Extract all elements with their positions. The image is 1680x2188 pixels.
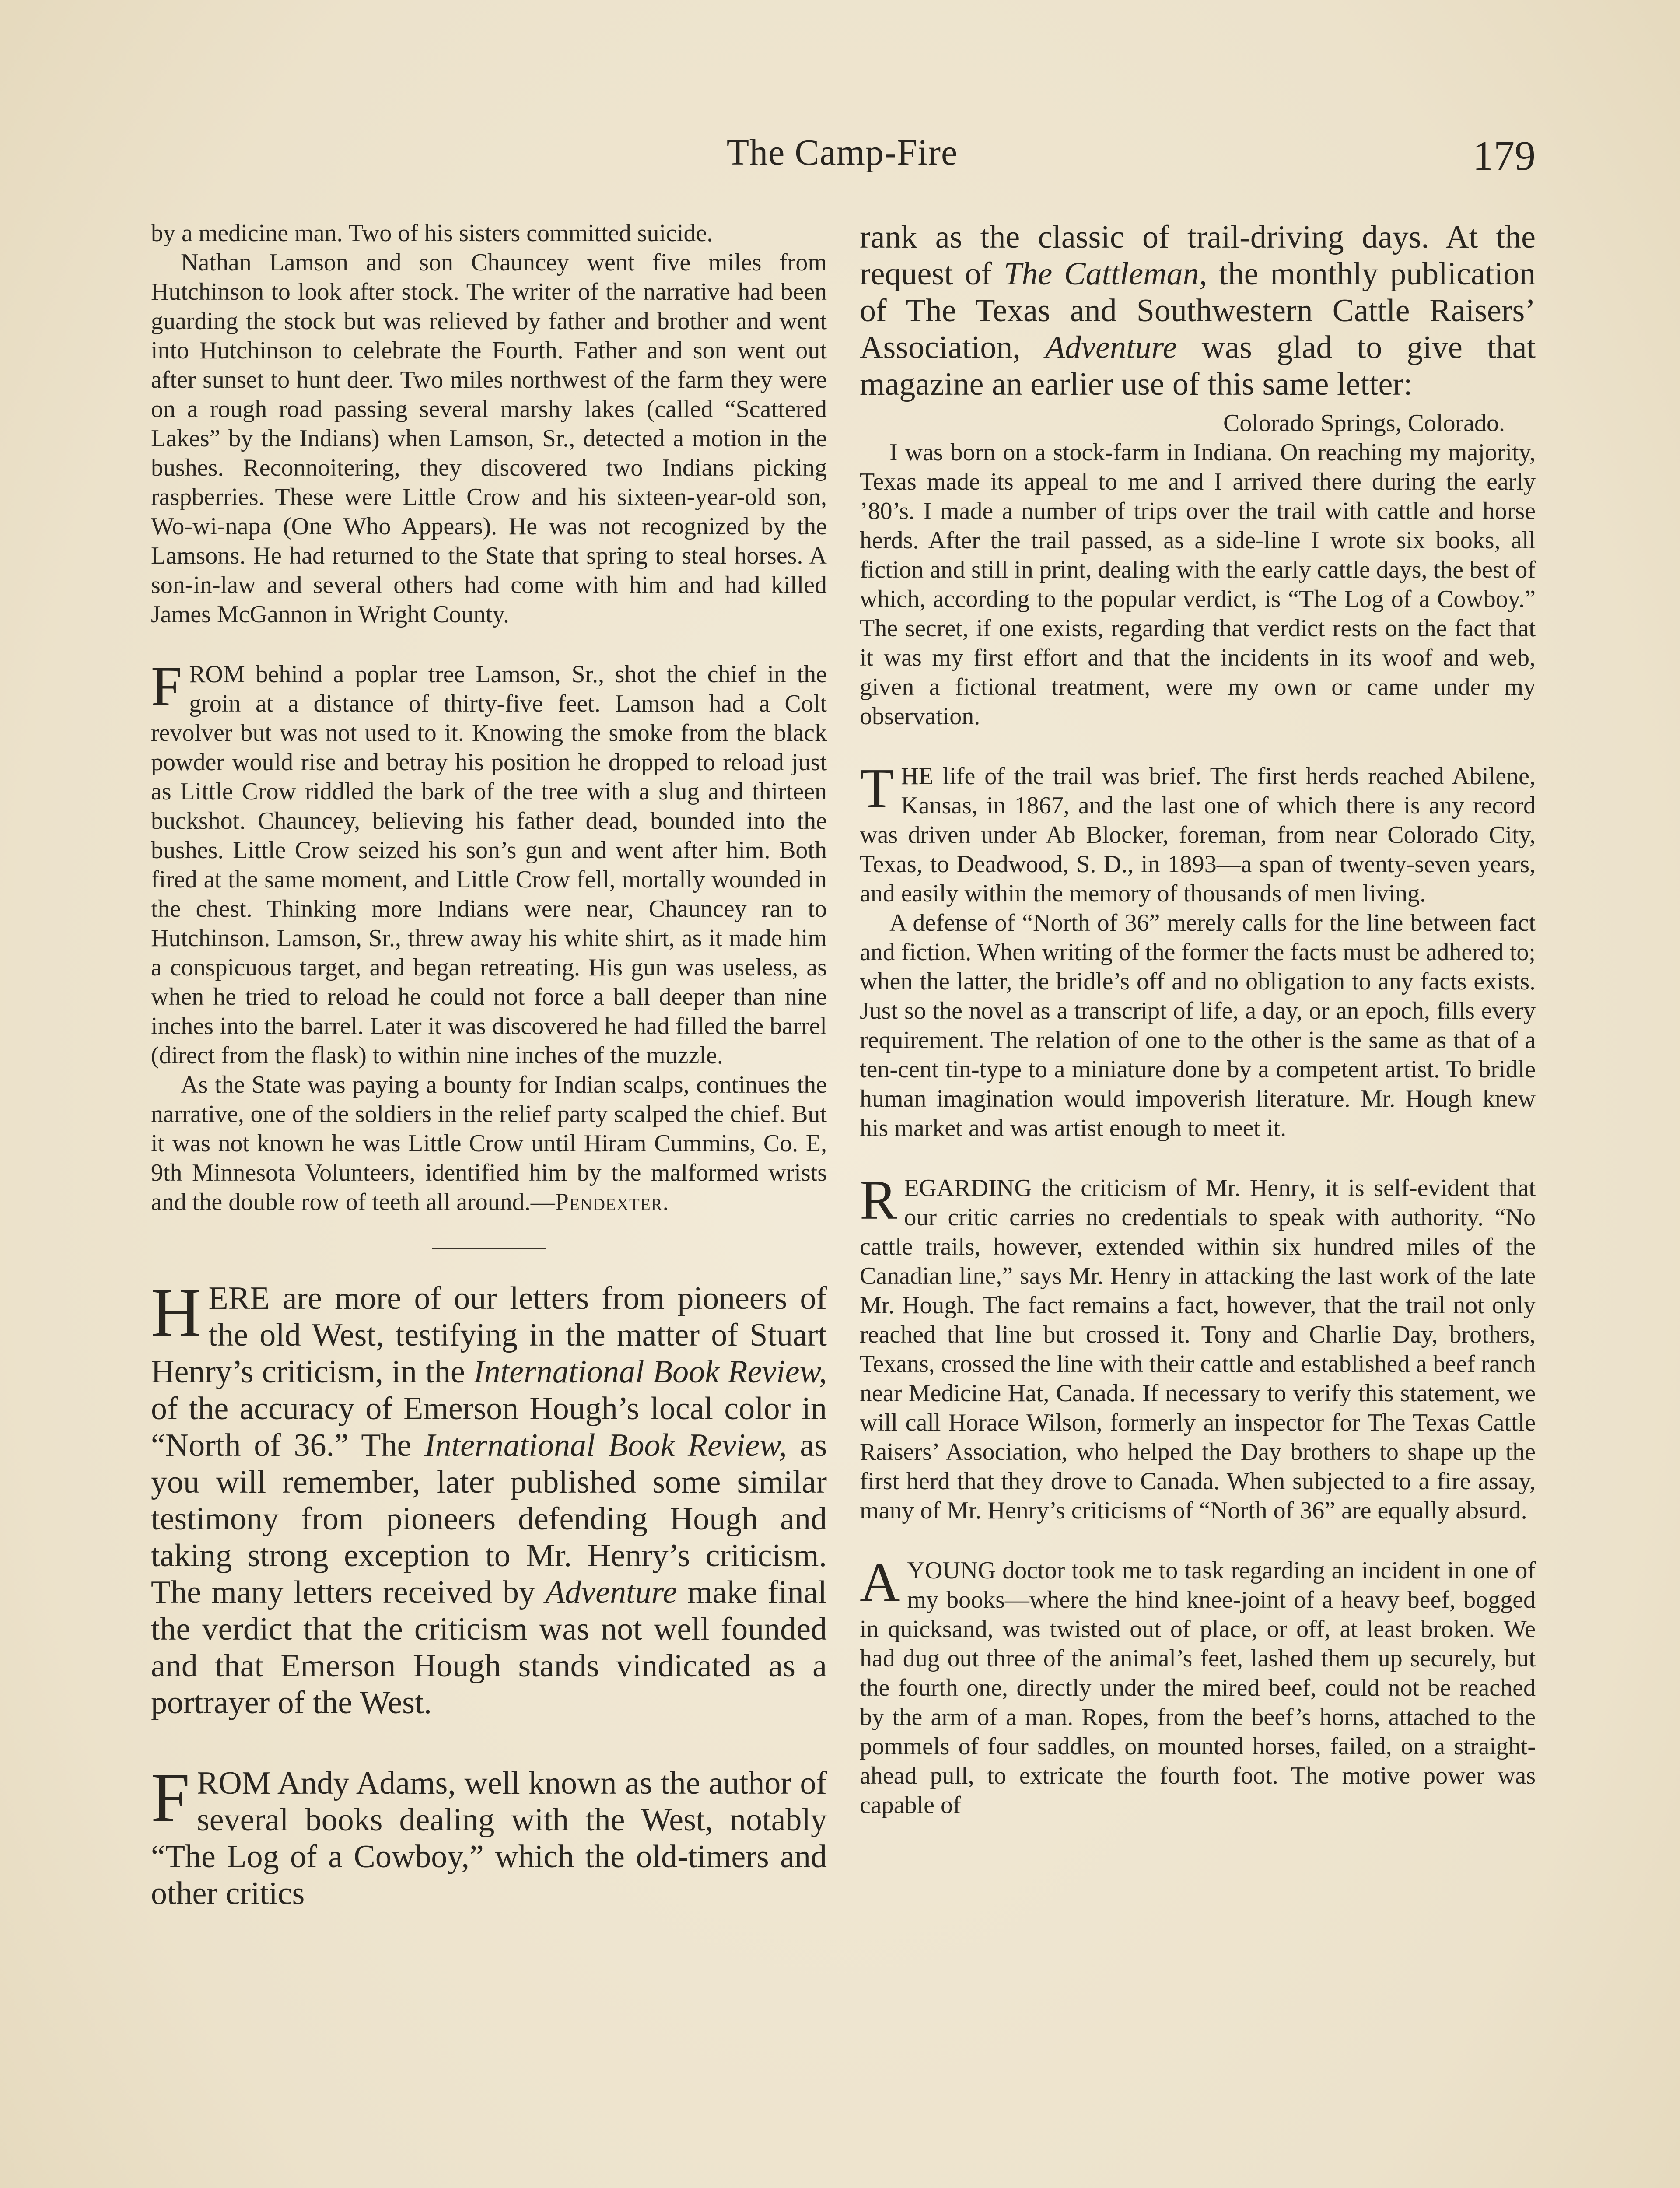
paragraph-text: ROM Andy Adams, well known as the author of several books dealing with the West, notably “The Log of a Cowboy,” which the old-timers and other critics (151, 1765, 827, 1911)
right-paragraph-4: A defense of “North of 36” merely calls for the line between fact and fiction. When writing of the former the facts must be adhered to; when the latter, the bridle’s off and no obligation to any facts exists. Just so the novel as a transcript of life, a day, or an epoch, fills every requirement. The relation of one to the other is the same as that of a ten-cent tin-type to a miniature done by a competent artist. To bridle human imagination would impoverish literature. Mr. Hough knew his market and was artist enough to meet it. (860, 909, 1536, 1142)
drop-cap: F (151, 1758, 190, 1836)
paragraph-text: make final the verdict that the criticism was not well founded and that Emerson Hough stands vindicated as a portrayer of the West. (151, 1574, 827, 1721)
paragraph-text: rank as the classic of trail-driving days. At the request of (860, 219, 1536, 292)
paragraph-text: HE life of the trail was brief. The first herds reached Abilene, Kansas, in 1867, and the last one of which there is any record was driven under Ab Blocker, foreman, from near Colorado City, Texas, to Deadwood, S. D., in 1893—a span of twenty-seven years, and easily within the memory of thousands of men living. (860, 763, 1536, 907)
paragraph-text: EGARDING the criticism of Mr. Henry, it is self-evident that our critic carries no credentials to speak with authority. “No cattle trails, however, extended within six hundred miles of the Canadian line,” says Mr. Henry in attacking the last work of the late Mr. Hough. The fact remains a fact, however, that the trail not only reached that line but crossed it. Tony and Charlie Day, brothers, Texans, crossed the line with their cattle and established a beef ranch near Medicine Hat, Canada. If necessary to verify this statement, we will call Horace Wilson, formerly an inspector for The Texas Cattle Raisers’ Association, who helped the Day brothers to shape up the first herd that they drove to Canada. When subjected to a fire assay, many of Mr. Henry’s criticisms of “North of 36” are equally absurd. (860, 1175, 1536, 1524)
drop-cap: H (151, 1273, 202, 1351)
author-signature: Pendexter. (555, 1189, 669, 1216)
letter-dateline: Colorado Springs, Colorado. (1223, 410, 1505, 437)
left-paragraph-6 (151, 1758, 827, 1912)
right-paragraph-3 (860, 757, 1536, 908)
publication-title: International Book Review, (424, 1427, 787, 1463)
left-paragraph-1: by a medicine man. Two of his sisters committed suicide. (151, 220, 713, 247)
right-paragraph-6 (860, 1551, 1536, 1820)
right-paragraph-5 (860, 1169, 1536, 1525)
drop-cap: T (860, 757, 894, 819)
page-number: 179 (1473, 132, 1536, 179)
drop-cap: F (151, 655, 182, 717)
publication-title: International Book Review, (473, 1354, 827, 1390)
publication-title: Adventure (545, 1574, 677, 1610)
left-paragraph-2: Nathan Lamson and son Chauncey went five miles from Hutchinson to look after stock. The writer of the narrative had been guarding the stock but was relieved by father and brother and went into Hutchinson to celebrate the Fourth. Father and son went out after sunset to hunt deer. Two miles northwest of the farm they were on a rough road passing several marshy lakes (called “Scattered Lakes” by the Indians) when Lamson, Sr., detected a motion in the bushes. Reconnoitering, they discovered two Indians picking raspberries. These were Little Crow and his sixteen-year-old son, Wo-wi-napa (One Who Appears). He was not recognized by the Lamsons. He had returned to the State that spring to steal horses. A son-in-law and several others had come with him and had killed James McGannon in Wright County. (151, 249, 827, 628)
paragraph-text: YOUNG doctor took me to task regarding an incident in one of my books—where the hind knee-joint of a heavy beef, bogged in quicksand, was twisted out of place, or off, at least broken. We had dug out three of the animal’s feet, lashed them up securely, but the fourth one, directly under the mired beef, could not be reached by the arm of a man. Ropes, from the beef’s horns, attached to the pommels of four saddles, on mounted horses, failed, on a straight-ahead pull, to extricate the fourth foot. The motive power was capable of (860, 1557, 1536, 1819)
running-head (149, 131, 1536, 193)
paragraph-text: ROM behind a poplar tree Lamson, Sr., shot the chief in the groin at a distance of thirty-five feet. Lamson had a Colt revolver but was not used to it. Knowing the smoke from the black powder would rise and betray his position he dropped to reload just as Little Crow riddled the bark of the tree with a slug and thirteen buckshot. Chauncey, believing his father dead, bounded into the bushes. Little Crow seized his son’s gun and went after him. Both fired at the same moment, and Little Crow fell, mortally wounded in the chest. Thinking more Indians were near, Chauncey ran to Hutchinson. Lamson, Sr., threw away his white shirt, as it made him a conspicuous target, and began retreating. His gun was useless, as when he tried to reload he could not force a ball deeper than nine inches into the barrel. Later it was discovered he had filled the barrel (direct from the flask) to within nine inches of the muzzle. (151, 661, 827, 1069)
drop-cap: A (860, 1551, 900, 1613)
paragraph-text: the monthly publication of The Texas and Southwestern Cattle Raisers’ Association, (860, 256, 1536, 365)
left-paragraph-4 (151, 1070, 827, 1217)
paragraph-text: As the State was paying a bounty for Indian scalps, continues the narrative, one of the soldiers in the relief party scalped the chief. But it was not known he was Little Crow until Hiram Cummins, Co. E, 9th Minnesota Volunteers, identified him by the malformed wrists and the double row of teeth all around.— (151, 1071, 827, 1216)
paragraph-text: was glad to give that magazine an earlier use of this same letter: (860, 330, 1536, 402)
running-title: The Camp-Fire (726, 132, 958, 173)
left-paragraph-5 (151, 1273, 827, 1721)
left-column (151, 219, 827, 1912)
left-paragraph-3 (151, 655, 827, 1070)
section-divider (432, 1248, 546, 1249)
right-paragraph-1 (860, 219, 1536, 403)
right-column (860, 219, 1536, 1820)
publication-title: The Cattleman, (1004, 256, 1208, 292)
paragraph-text: of the accuracy of Emerson Hough’s local color in “North of 36.” The (151, 1391, 827, 1463)
paragraph-text: ERE are more of our letters from pioneers of the old West, testifying in the matter of Stuart Henry’s criticism, in the (151, 1280, 827, 1390)
right-paragraph-2: I was born on a stock-farm in Indiana. On reaching my majority, Texas made its appeal to me and I arrived there during the early ’80’s. I made a number of trips over the trail with cattle and horse herds. After the trail passed, as a side-line I wrote six books, all fiction and still in print, dealing with the early cattle days, the best of which, according to the popular verdict, is “The Log of a Cowboy.” The secret, if one exists, regarding that verdict rests on the fact that it was my first effort and that the incidents in its woof and web, given a fictional treatment, were my own or came under my observation. (860, 439, 1536, 730)
publication-title: Adventure (1045, 330, 1177, 365)
paragraph-text: as you will remember, later published some similar testimony from pioneers defending Hough and taking strong exception to Mr. Henry’s criticism. The many letters received by (151, 1427, 827, 1610)
drop-cap: R (860, 1169, 897, 1231)
